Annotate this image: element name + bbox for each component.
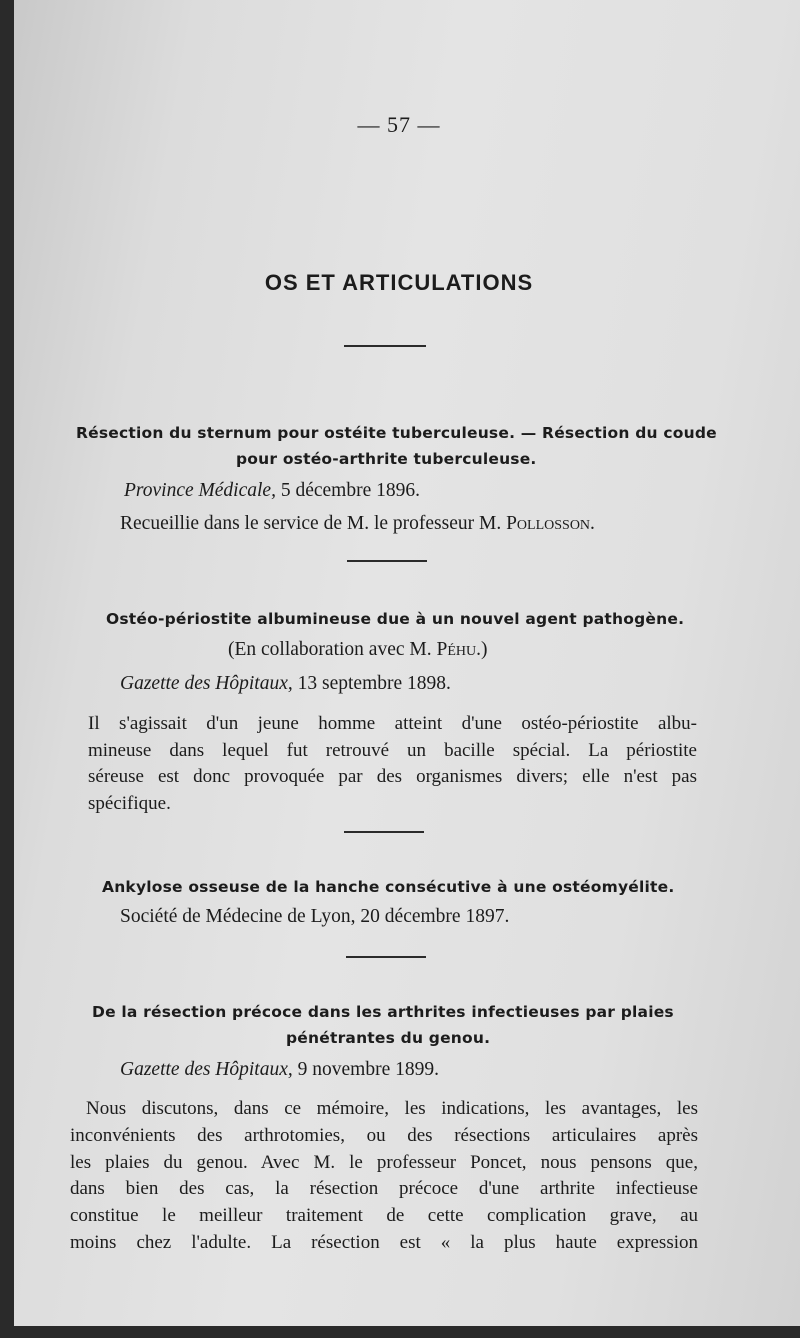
entry4-title-line1: De la résection précoce dans les arthrites infectieuses par plaies: [92, 1003, 674, 1021]
page-number: — 57 —: [357, 112, 441, 137]
entry4-journal: Gazette des Hôpitaux,: [120, 1059, 293, 1080]
entry2-source: [120, 673, 451, 695]
entry1-title-line1: Résection du sternum pour ostéite tuberculeuse. — Résection du coude: [76, 424, 717, 442]
entry2-collaboration: [228, 639, 487, 661]
entry4-body-line1: Nous discutons, dans ce mémoire, les indications, les avantages, les: [86, 1098, 698, 1119]
entry2-body-line4: spécifique.: [88, 793, 171, 814]
entry2-collab-name: Péhu.: [436, 639, 481, 660]
entry2-date: 13 septembre 1898.: [292, 673, 451, 694]
divider-rule: [347, 560, 427, 562]
entry4-body-line6: moins chez l'adulte. La résection est « la plus haute expression: [70, 1232, 698, 1253]
divider-rule: [346, 956, 426, 958]
entry4-body-line5: constitue le meilleur traitement de cette complication grave, au: [70, 1205, 698, 1226]
divider-rule: [344, 831, 424, 833]
entry1-journal: Province Médicale,: [124, 480, 276, 501]
entry1-title-line2: pour ostéo-arthrite tuberculeuse.: [236, 450, 537, 468]
entry2-collab-suffix: ): [480, 639, 488, 660]
entry4-source: [120, 1059, 439, 1081]
entry4-body-line4: dans bien des cas, la résection précoce d'une arthrite infectieuse: [70, 1178, 698, 1199]
divider-rule: [344, 345, 426, 347]
entry4-body-line3: les plaies du genou. Avec M. le professeur Poncet, nous pensons que,: [70, 1152, 698, 1173]
entry2-body-line3: séreuse est donc provoquée par des organismes divers; elle n'est pas: [88, 766, 697, 787]
entry1-note-name: Pollosson.: [506, 513, 595, 534]
entry2-body-line2: mineuse dans lequel fut retrouvé un bacille spécial. La périostite: [88, 740, 697, 761]
entry3-source: Société de Médecine de Lyon, 20 décembre 1897.: [120, 906, 510, 927]
entry1-source: [124, 480, 420, 502]
entry2-body-line1: Il s'agissait d'un jeune homme atteint d'une ostéo-périostite albu-: [88, 713, 697, 734]
entry4-title-line2: pénétrantes du genou.: [286, 1029, 491, 1047]
entry2-collab-prefix: (En collaboration avec M.: [228, 639, 437, 660]
entry3-title: Ankylose osseuse de la hanche consécutive à une ostéomyélite.: [102, 878, 675, 896]
entry2-journal: Gazette des Hôpitaux,: [120, 673, 293, 694]
book-page: [14, 0, 800, 1326]
entry1-date: 5 décembre 1896.: [275, 480, 421, 501]
entry1-note-text: Recueillie dans le service de M. le professeur M.: [120, 513, 507, 534]
entry2-title: Ostéo-périostite albumineuse due à un nouvel agent pathogène.: [106, 610, 685, 628]
entry1-note: [120, 513, 595, 535]
chapter-title: OS ET ARTICULATIONS: [264, 270, 534, 295]
entry4-body-line2: inconvénients des arthrotomies, ou des résections articulaires après: [70, 1125, 698, 1146]
entry4-date: 9 novembre 1899.: [292, 1059, 439, 1080]
